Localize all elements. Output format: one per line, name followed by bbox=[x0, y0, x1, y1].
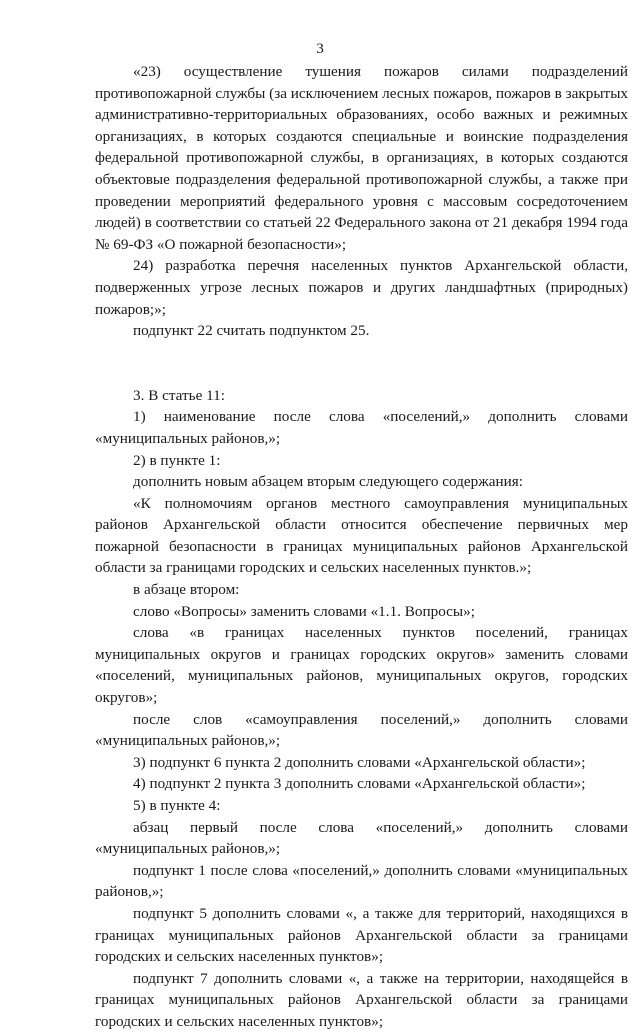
paragraph: после слов «самоуправления поселений,» дополнить словами «муниципальных районов,»; bbox=[95, 710, 628, 750]
paragraph-quoted-insert: «К полномочиям органов местного самоуправления муниципальных районов Архангельской области относится обеспечение первичных мер пожарной безопасности в границах муниципальных районов Архангельской области за границами городских и сельских населенных пунктов.»; bbox=[95, 494, 628, 577]
page-number: 3 bbox=[316, 40, 324, 57]
paragraph: подпункт 5 дополнить словами «, а также для территорий, находящихся в границах муниципальных районов Архангельской области за границами городских и сельских населенных пунктов»; bbox=[95, 904, 628, 966]
paragraph: слова «в границах населенных пунктов поселений, границах муниципальных округов и границах городских округов» заменить словами «поселений, муниципальных районов, муниципальных округов, городских округов»; bbox=[95, 624, 628, 707]
paragraph: абзац первый после слова «поселений,» дополнить словами «муниципальных районов,»; bbox=[95, 818, 628, 858]
paragraph: 1) наименование после слова «поселений,» дополнить словами «муниципальных районов,»; bbox=[95, 408, 628, 447]
paragraph: 3) подпункт 6 пункта 2 дополнить словами «Архангельской области»; bbox=[133, 753, 586, 771]
paragraph: подпункт 1 после слова «поселений,» дополнить словами «муниципальных районов,»; bbox=[95, 861, 628, 901]
section-gap bbox=[95, 342, 628, 385]
paragraph: слово «Вопросы» заменить словами «1.1. Вопросы»; bbox=[133, 602, 475, 620]
paragraph-renumber: подпункт 22 считать подпунктом 25. bbox=[133, 322, 370, 340]
section-heading-article-11: 3. В статье 11: bbox=[133, 386, 225, 404]
paragraph-item-24: 24) разработка перечня населенных пунктов Архангельской области, подверженных угрозе лесных пожаров и других ландшафтных (природных) пожаров;»; bbox=[95, 257, 628, 318]
document-body bbox=[95, 61, 628, 1033]
paragraph: 4) подпункт 2 пункта 3 дополнить словами «Архангельской области»; bbox=[133, 775, 586, 793]
paragraph: 2) в пункте 1: bbox=[133, 451, 221, 469]
paragraph: в абзаце втором: bbox=[133, 581, 240, 599]
paragraph: подпункт 7 дополнить словами «, а также на территории, находящейся в границах муниципальных районов Архангельской области за границами городских и сельских населенных пунктов»; bbox=[95, 969, 628, 1030]
paragraph-item-23: «23) осуществление тушения пожаров силами подразделений противопожарной службы (за исключением лесных пожаров, пожаров в закрытых административно-территориальных образованиях, особо важных и режимных организациях, в которых создаются специальные и воинские подразделения федеральной противопожарной службы, в организациях, в которых создаются объектовые подразделения федеральной противопожарной службы, а также при проведении мероприятий федерального уровня с массовым сосредоточением людей) в соответствии со статьей 22 Федерального закона от 21 декабря 1994 года № 69-ФЗ «О пожарной безопасности»; bbox=[95, 63, 628, 253]
paragraph: дополнить новым абзацем вторым следующего содержания: bbox=[133, 473, 523, 491]
paragraph: 5) в пункте 4: bbox=[133, 797, 221, 814]
